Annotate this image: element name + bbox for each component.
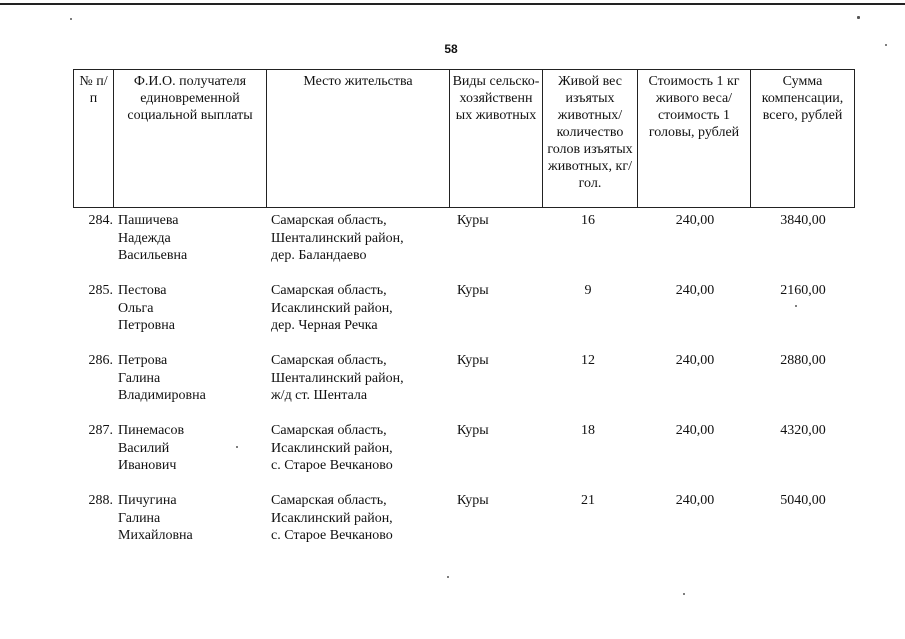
row-sum: 3840,00	[780, 213, 826, 228]
row-address: Самарская область, Исаклинский район, с. Старое Вечканово	[271, 493, 393, 543]
row-weight: 16	[581, 213, 595, 228]
row-price: 240,00	[675, 423, 715, 438]
page-number: 58	[444, 42, 458, 56]
scan-speck	[795, 305, 797, 307]
row-sum: 5040,00	[780, 493, 826, 508]
row-weight: 9	[584, 283, 592, 298]
row-animal-type: Куры	[457, 283, 489, 298]
row-address: Самарская область, Исаклинский район, с. Старое Вечканово	[271, 423, 393, 473]
row-price: 240,00	[675, 283, 715, 298]
header-address: Место жительства	[267, 70, 450, 208]
row-animal-type: Куры	[457, 423, 489, 438]
row-price: 240,00	[675, 493, 715, 508]
scan-speck	[236, 446, 238, 448]
row-fio: Пестова Ольга Петровна	[118, 283, 175, 333]
header-live-weight: Живой вес изъятых животных/ количество голов изъятых животных, кг/гол.	[543, 70, 638, 208]
row-fio: Пинемасов Василий Иванович	[118, 423, 185, 473]
row-number: 286.	[88, 353, 113, 368]
row-weight: 12	[581, 353, 595, 368]
row-number: 287.	[88, 423, 113, 438]
row-fio: Пичугина Галина Михайловна	[118, 493, 193, 543]
scan-speck	[70, 18, 72, 20]
row-price: 240,00	[675, 213, 715, 228]
table-header	[73, 69, 855, 208]
row-sum: 2880,00	[780, 353, 826, 368]
row-animal-type: Куры	[457, 353, 489, 368]
scan-speck	[885, 44, 887, 46]
header-price: Стоимость 1 кг живого веса/стоимость 1 головы, рублей	[638, 70, 751, 208]
scan-speck	[447, 576, 449, 578]
row-address: Самарская область, Шенталинский район, дер. Баландаево	[271, 213, 404, 263]
row-address: Самарская область, Исаклинский район, дер. Черная Речка	[271, 283, 393, 333]
row-fio: Пашичева Надежда Васильевна	[118, 213, 188, 263]
header-number: № п/п	[74, 70, 114, 208]
row-animal-type: Куры	[457, 493, 489, 508]
row-sum: 4320,00	[780, 423, 826, 438]
header-fio: Ф.И.О. получателя единовременной социальной выплаты	[114, 70, 267, 208]
scan-speck	[857, 16, 860, 19]
header-animal-type: Виды сельско-хозяйственн ых животных	[450, 70, 543, 208]
scan-speck	[683, 593, 685, 595]
row-price: 240,00	[675, 353, 715, 368]
row-address: Самарская область, Шенталинский район, ж/д ст. Шентала	[271, 353, 404, 403]
row-number: 284.	[88, 213, 113, 228]
row-weight: 21	[581, 493, 595, 508]
row-weight: 18	[581, 423, 595, 438]
row-number: 288.	[88, 493, 113, 508]
row-sum: 2160,00	[780, 283, 826, 298]
row-animal-type: Куры	[457, 213, 489, 228]
page-top-border	[0, 3, 905, 5]
header-compensation-sum: Сумма компенсации, всего, рублей	[751, 70, 855, 208]
row-fio: Петрова Галина Владимировна	[118, 353, 206, 403]
row-number: 285.	[88, 283, 113, 298]
